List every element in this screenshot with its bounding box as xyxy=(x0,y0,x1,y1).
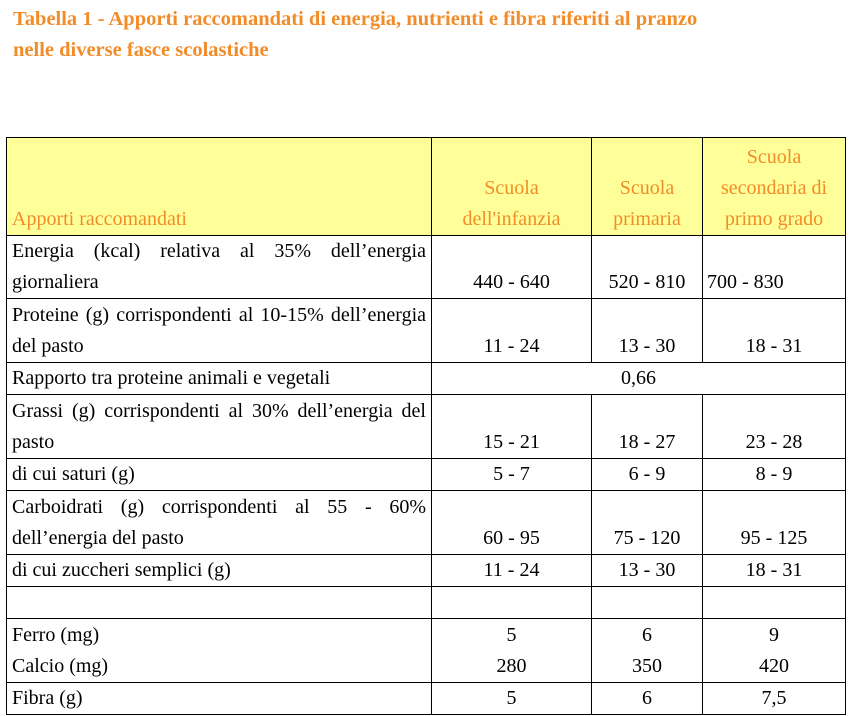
cell-grassi-infanzia: 15 - 21 xyxy=(432,395,592,459)
cell-energia-infanzia: 440 - 640 xyxy=(432,236,592,299)
row-label-energia: Energia (kcal) relativa al 35% dell’energia giornaliera xyxy=(7,236,432,299)
header-infanzia-line2: dell'infanzia xyxy=(462,208,561,230)
cell-energia-primaria: 520 - 810 xyxy=(592,236,703,299)
row-label-zuccheri: di cui zuccheri semplici (g) xyxy=(7,555,432,587)
cell-calcio-infanzia: 280 xyxy=(496,655,527,677)
row-label-grassi: Grassi (g) corrispondenti al 30% dell’energia del pasto xyxy=(7,395,432,459)
empty-cell xyxy=(592,587,703,619)
empty-row xyxy=(7,587,846,619)
table-row xyxy=(7,555,846,587)
cell-minerali-primaria xyxy=(592,619,703,683)
row-label-ferro: Ferro (mg) xyxy=(12,624,100,646)
cell-saturi-infanzia: 5 - 7 xyxy=(432,459,592,491)
cell-calcio-primaria: 350 xyxy=(632,655,662,677)
cell-proteine-infanzia: 11 - 24 xyxy=(432,299,592,363)
header-secondaria xyxy=(703,138,846,236)
row-label-saturi: di cui saturi (g) xyxy=(7,459,432,491)
table-title xyxy=(13,4,843,66)
cell-ferro-infanzia: 5 xyxy=(506,624,517,646)
empty-cell xyxy=(703,587,846,619)
table-row xyxy=(7,683,846,715)
cell-zuccheri-secondaria: 18 - 31 xyxy=(703,555,846,587)
cell-saturi-secondaria: 8 - 9 xyxy=(703,459,846,491)
cell-ferro-secondaria: 9 xyxy=(769,624,779,646)
cell-carboidrati-infanzia: 60 - 95 xyxy=(432,491,592,555)
cell-fibra-secondaria: 7,5 xyxy=(703,683,846,715)
row-label-carboidrati: Carboidrati (g) corrispondenti al 55 - 60% dell’energia del pasto xyxy=(7,491,432,555)
row-label-proteine: Proteine (g) corrispondenti al 10-15% dell’energia del pasto xyxy=(7,299,432,363)
nutrient-table xyxy=(6,137,846,715)
table-row xyxy=(7,395,846,459)
cell-calcio-secondaria: 420 xyxy=(759,655,789,677)
cell-ferro-primaria: 6 xyxy=(642,624,652,646)
cell-carboidrati-secondaria: 95 - 125 xyxy=(703,491,846,555)
cell-energia-secondaria: 700 - 830 xyxy=(703,236,846,299)
cell-fibra-infanzia: 5 xyxy=(432,683,592,715)
header-secondaria-line1: Scuola xyxy=(746,146,802,168)
header-infanzia xyxy=(432,138,592,236)
cell-carboidrati-primaria: 75 - 120 xyxy=(592,491,703,555)
cell-proteine-primaria: 13 - 30 xyxy=(592,299,703,363)
table-row xyxy=(7,363,846,395)
cell-minerali-secondaria xyxy=(703,619,846,683)
empty-cell xyxy=(7,587,432,619)
header-primaria-line1: Scuola xyxy=(619,177,675,199)
header-secondaria-line2: secondaria di xyxy=(720,177,828,199)
table-row xyxy=(7,299,846,363)
cell-zuccheri-infanzia: 11 - 24 xyxy=(432,555,592,587)
row-label-fibra: Fibra (g) xyxy=(7,683,432,715)
header-primaria xyxy=(592,138,703,236)
header-primaria-line2: primaria xyxy=(613,208,681,230)
cell-grassi-secondaria: 23 - 28 xyxy=(703,395,846,459)
table-row xyxy=(7,236,846,299)
table-title-line1: Tabella 1 - Apporti raccomandati di energia, nutrienti e fibra riferiti al pranzo xyxy=(13,8,698,30)
row-label-calcio: Calcio (mg) xyxy=(12,655,109,677)
table-title-line2: nelle diverse fasce scolastiche xyxy=(13,39,269,61)
cell-proteine-secondaria: 18 - 31 xyxy=(703,299,846,363)
header-secondaria-line3: primo grado xyxy=(724,208,824,230)
table-row xyxy=(7,459,846,491)
cell-grassi-primaria: 18 - 27 xyxy=(592,395,703,459)
cell-zuccheri-primaria: 13 - 30 xyxy=(592,555,703,587)
table-row xyxy=(7,619,846,683)
cell-saturi-primaria: 6 - 9 xyxy=(592,459,703,491)
header-row xyxy=(7,138,846,236)
empty-cell xyxy=(432,587,592,619)
table-row xyxy=(7,491,846,555)
cell-rapporto-value: 0,66 xyxy=(432,363,846,395)
cell-minerali-infanzia xyxy=(432,619,592,683)
row-label-minerali xyxy=(7,619,432,683)
row-label-rapporto: Rapporto tra proteine animali e vegetali xyxy=(7,363,432,395)
header-infanzia-line1: Scuola xyxy=(484,177,539,199)
header-label: Apporti raccomandati xyxy=(7,138,432,236)
cell-fibra-primaria: 6 xyxy=(592,683,703,715)
